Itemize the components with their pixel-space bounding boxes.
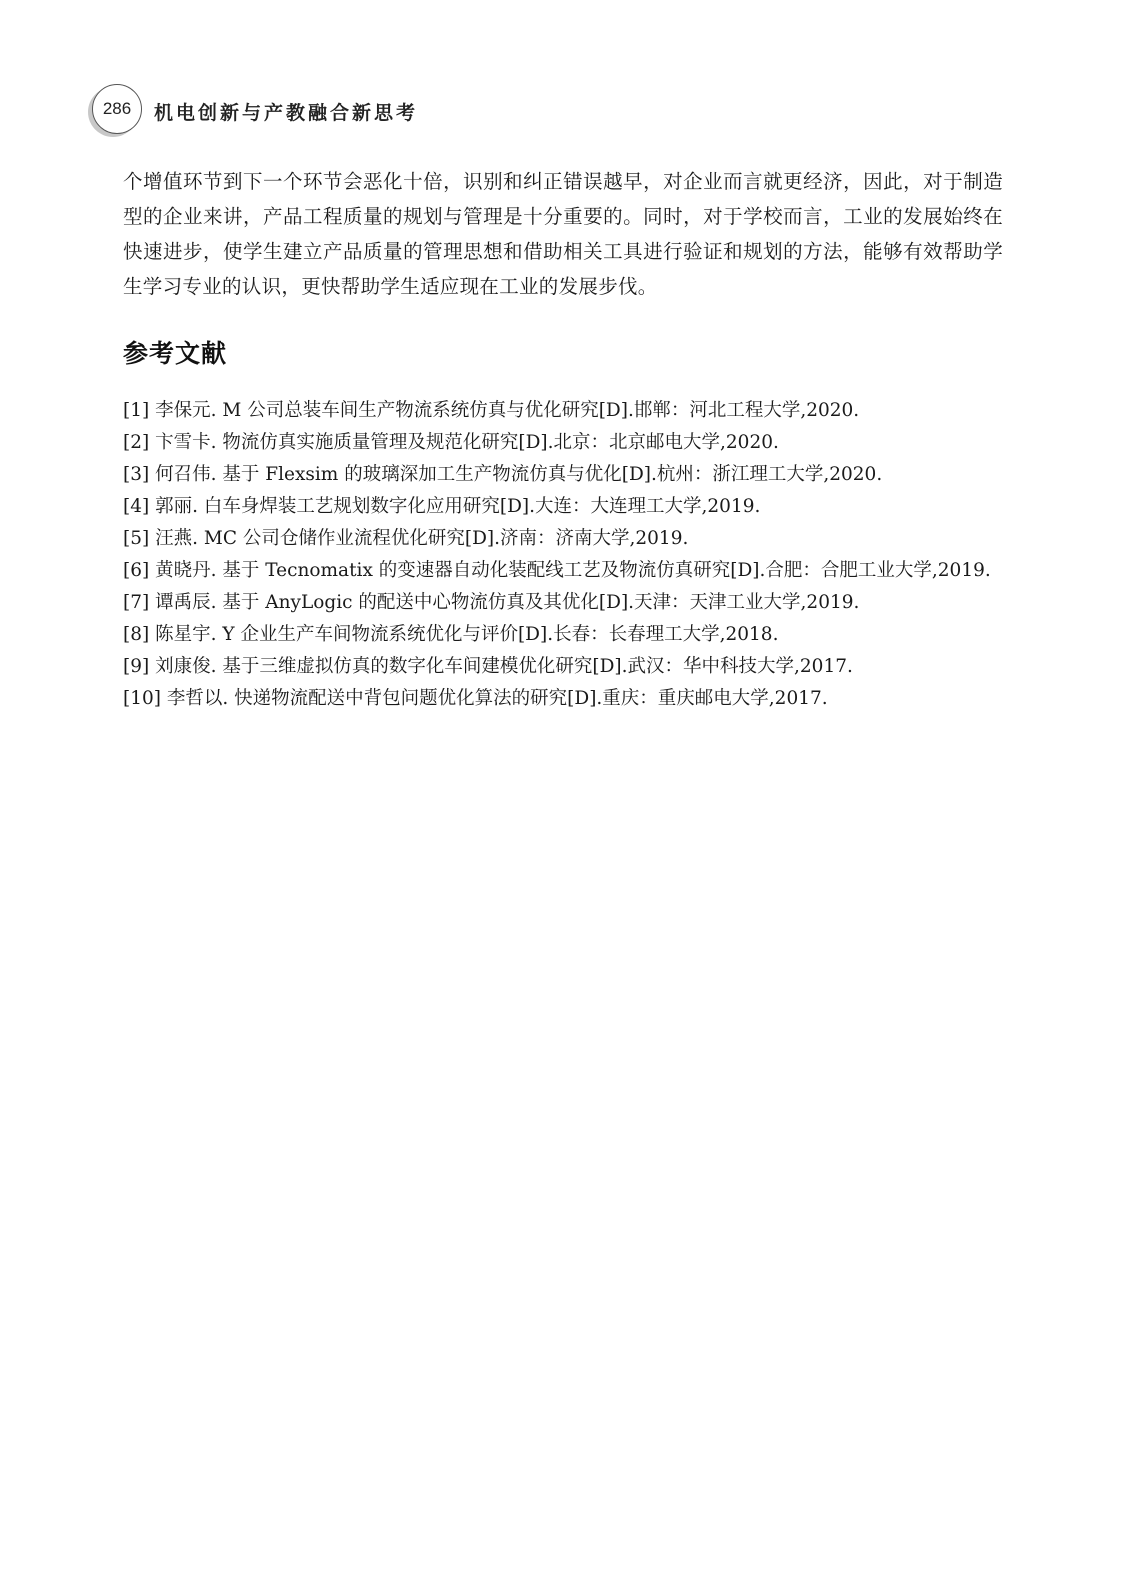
- reference-item: [123, 491, 1001, 523]
- reference-item: [123, 619, 1001, 651]
- reference-item: [123, 683, 1001, 715]
- page-number: 286: [102, 99, 132, 118]
- reference-item: [123, 459, 1001, 491]
- reference-text: 黄晓丹. 基于 Tecnomatix 的变速器自动化装配线工艺及物流仿真研究[D].合肥：合肥工业大学,2019.: [155, 560, 991, 581]
- reference-number: [8]: [123, 624, 150, 645]
- reference-item: [123, 427, 1001, 459]
- reference-number: [7]: [123, 592, 150, 613]
- reference-number: [10]: [123, 688, 161, 709]
- reference-number: [6]: [123, 560, 150, 581]
- page-number-badge: [92, 84, 142, 134]
- reference-text: 卞雪卡. 物流仿真实施质量管理及规范化研究[D].北京：北京邮电大学,2020.: [155, 432, 779, 453]
- reference-number: [3]: [123, 464, 150, 485]
- reference-item: [123, 587, 1001, 619]
- page-header: [92, 84, 512, 134]
- reference-item: [123, 555, 1001, 587]
- reference-number: [2]: [123, 432, 150, 453]
- reference-number: [9]: [123, 656, 150, 677]
- reference-text: 郭丽. 白车身焊装工艺规划数字化应用研究[D].大连：大连理工大学,2019.: [155, 496, 761, 517]
- reference-text: 陈星宇. Y 企业生产车间物流系统优化与评价[D].长春：长春理工大学,2018.: [155, 624, 779, 645]
- reference-item: [123, 651, 1001, 683]
- reference-number: [4]: [123, 496, 150, 517]
- reference-text: 何召伟. 基于 Flexsim 的玻璃深加工生产物流仿真与优化[D].杭州：浙江理工大学,2020.: [155, 464, 883, 485]
- book-title: 机电创新与产教融合新思考: [154, 102, 419, 124]
- references-heading: 参考文献: [123, 339, 228, 368]
- reference-text: 李哲以. 快递物流配送中背包问题优化算法的研究[D].重庆：重庆邮电大学,2017.: [166, 688, 828, 709]
- reference-item: [123, 395, 1001, 427]
- reference-item: [123, 523, 1001, 555]
- body-paragraph: 个增值环节到下一个环节会恶化十倍，识别和纠正错误越早，对企业而言就更经济，因此，对于制造型的企业来讲，产品工程质量的规划与管理是十分重要的。同时，对于学校而言，工业的发展始终在快速进步，使学生建立产品质量的管理思想和借助相关工具进行验证和规划的方法，能够有效帮助学生学习专业的认识，更快帮助学生适应现在工业的发展步伐。: [123, 170, 1003, 298]
- reference-text: 刘康俊. 基于三维虚拟仿真的数字化车间建模优化研究[D].武汉：华中科技大学,2017.: [155, 656, 853, 677]
- reference-number: [5]: [123, 528, 150, 549]
- reference-number: [1]: [123, 400, 150, 421]
- references-list: [123, 395, 1001, 715]
- body-paragraph-block: [123, 164, 1003, 304]
- reference-text: 李保元. M 公司总装车间生产物流系统仿真与优化研究[D].邯郸：河北工程大学,2020.: [155, 400, 860, 421]
- reference-text: 谭禹辰. 基于 AnyLogic 的配送中心物流仿真及其优化[D].天津：天津工业大学,2019.: [155, 592, 860, 613]
- reference-text: 汪燕. MC 公司仓储作业流程优化研究[D].济南：济南大学,2019.: [155, 528, 689, 549]
